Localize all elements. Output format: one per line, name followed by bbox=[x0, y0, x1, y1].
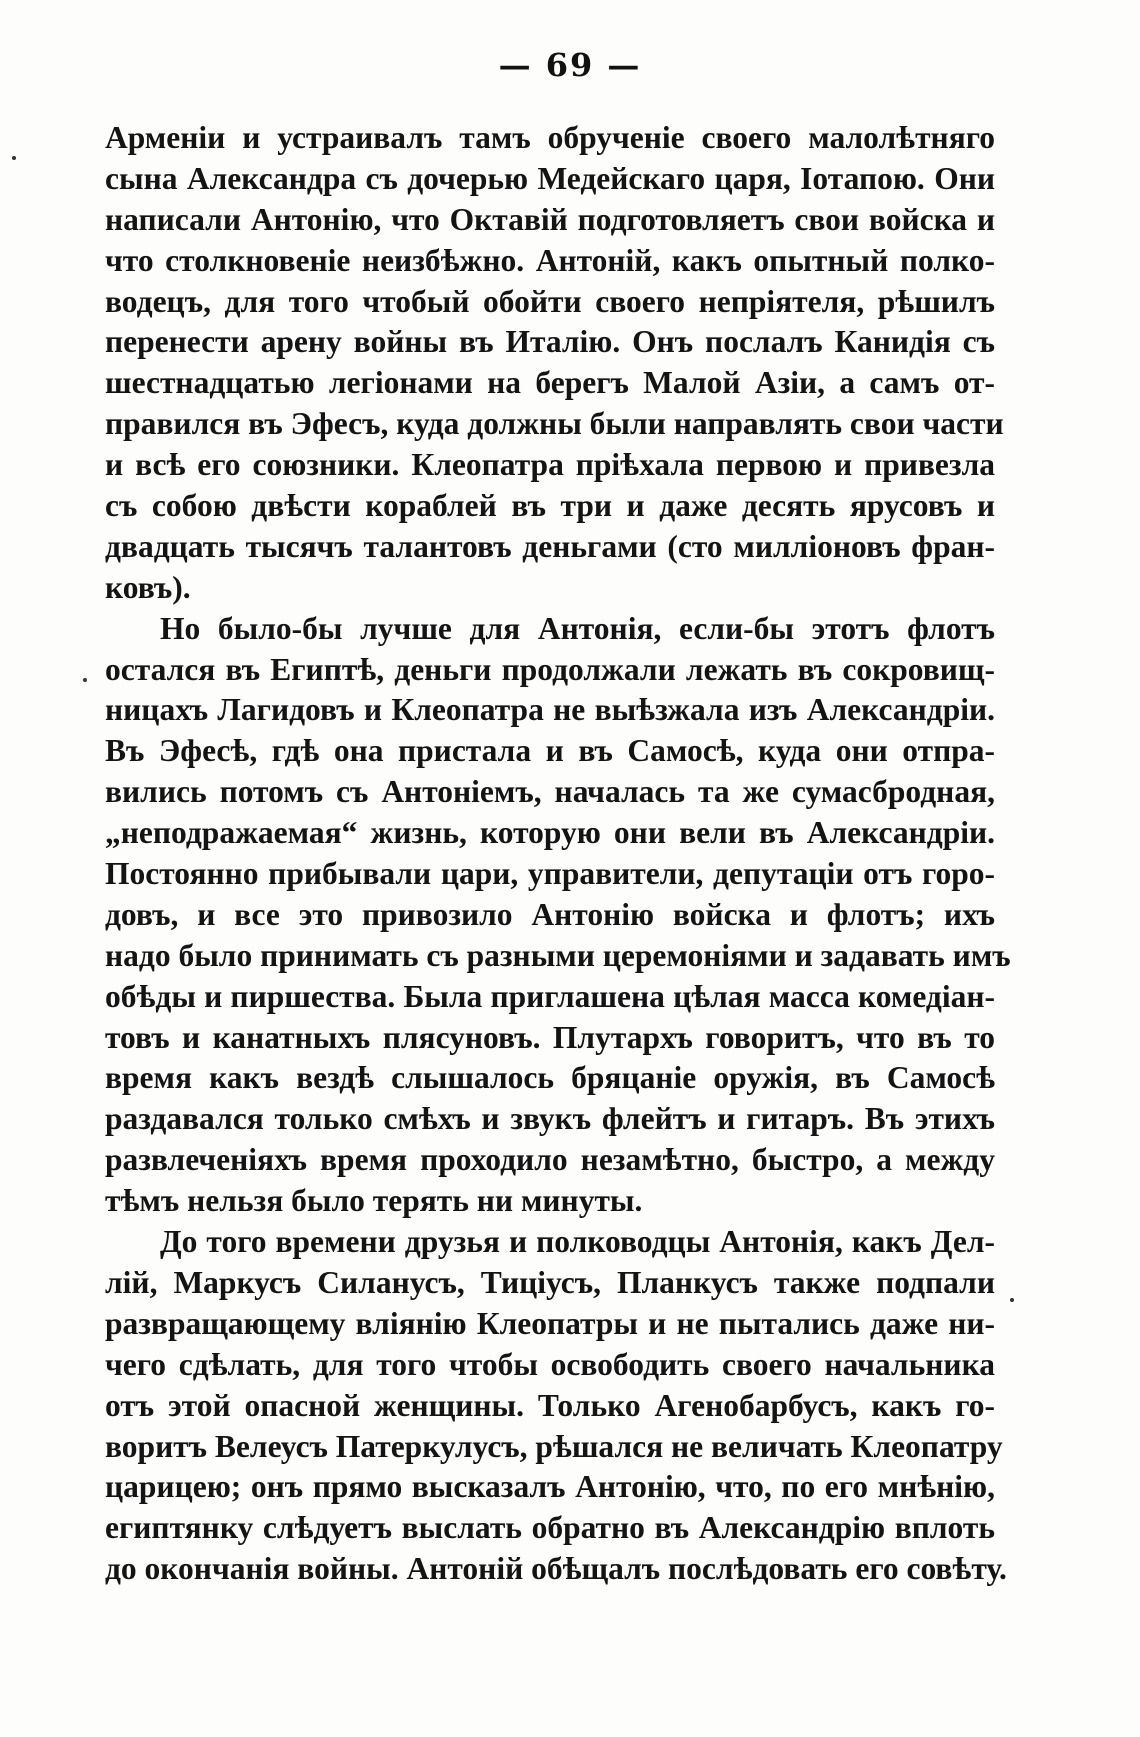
text-line: ковъ). bbox=[105, 569, 191, 605]
print-speck bbox=[12, 156, 16, 160]
text-line: шестнадцатью легіонами на берегъ Малой Азіи, а самъ от- bbox=[105, 365, 995, 401]
body-text bbox=[105, 118, 1011, 1590]
text-line: время какъ вездѣ слышалось бряцаніе оружія, въ Самосѣ bbox=[105, 1060, 995, 1096]
text-line: чего сдѣлать, для того чтобы освободить своего начальника bbox=[105, 1346, 995, 1382]
text-line: что столкновеніе неизбѣжно. Антоній, какъ опытный полко- bbox=[105, 242, 995, 278]
text-line: воритъ Велеусъ Патеркулусъ, рѣшался не величать Клеопатру bbox=[105, 1428, 1003, 1464]
print-speck bbox=[1010, 1298, 1014, 1302]
text-line: Арменіи и устраивалъ тамъ обрученіе своего малолѣтняго bbox=[105, 120, 995, 155]
text-line: обѣды и пиршества. Была приглашена цѣлая масса комедіан- bbox=[105, 978, 995, 1014]
text-line: раздавался только смѣхъ и звукъ флейтъ и гитаръ. Въ этихъ bbox=[105, 1101, 995, 1137]
paragraph-1 bbox=[105, 118, 1004, 609]
text-line: тѣмъ нельзя было терять ни минуты. bbox=[105, 1183, 643, 1219]
text-line: Въ Эфесѣ, гдѣ она пристала и въ Самосѣ, куда они отпра- bbox=[105, 733, 995, 769]
text-line: правился въ Эфесъ, куда должны были направлять свои части bbox=[105, 406, 1004, 442]
text-line: лій, Маркусъ Силанусъ, Тиціусъ, Планкусъ также подпали bbox=[105, 1264, 995, 1300]
page-number: — 69 — bbox=[498, 46, 642, 84]
text-line: развращающему вліянію Клеопатры и не пытались даже ни- bbox=[105, 1305, 995, 1341]
text-line: вились потомъ съ Антоніемъ, началась та же сумасбродная, bbox=[105, 774, 995, 810]
text-line: перенести арену войны въ Италію. Онъ послалъ Канидія съ bbox=[105, 324, 995, 360]
text-line: ницахъ Лагидовъ и Клеопатра не выѣзжала изъ Александріи. bbox=[105, 692, 995, 728]
text-line: царицею; онъ прямо высказалъ Антонію, что, по его мнѣнію, bbox=[105, 1469, 995, 1505]
paragraph-3 bbox=[105, 1222, 1007, 1590]
text-line: остался въ Египтѣ, деньги продолжали лежать въ сокровищ- bbox=[105, 651, 995, 687]
text-line: и всѣ его союзники. Клеопатра пріѣхала первою и привезла bbox=[105, 447, 995, 483]
text-line: „неподражаемая“ жизнь, которую они вели въ Александріи. bbox=[105, 815, 995, 851]
text-line: товъ и канатныхъ плясуновъ. Плутархъ говоритъ, что въ то bbox=[105, 1019, 995, 1055]
text-line: Постоянно прибывали цари, управители, депутаціи отъ горо- bbox=[105, 856, 995, 892]
text-line: надо было принимать съ разными церемоніями и задавать имъ bbox=[105, 937, 1011, 973]
text-line: сына Александра съ дочерью Медейскаго царя, Іотапою. Они bbox=[105, 160, 995, 196]
text-line: до окончанія войны. Антоній обѣщалъ послѣдовать его совѣту. bbox=[105, 1551, 1007, 1587]
text-line: египтянку слѣдуетъ выслать обратно въ Александрію вплоть bbox=[105, 1510, 995, 1546]
text-line: довъ, и все это привозило Антонію войска и флотъ; ихъ bbox=[105, 896, 995, 932]
text-line: Но было-бы лучше для Антонія, если-бы этотъ флотъ bbox=[160, 610, 995, 646]
text-line: развлеченіяхъ время проходило незамѣтно, быстро, а между bbox=[105, 1142, 995, 1178]
text-line: водецъ, для того чтобый обойти своего непріятеля, рѣшилъ bbox=[105, 283, 995, 319]
text-line: написали Антонію, что Октавій подготовляетъ свои войска и bbox=[105, 201, 995, 237]
text-line: двадцать тысячъ талантовъ деньгами (сто милліоновъ фран- bbox=[105, 528, 995, 564]
text-line: съ собою двѣсти кораблей въ три и даже десять ярусовъ и bbox=[105, 488, 995, 524]
text-line: До того времени друзья и полководцы Антонія, какъ Дел- bbox=[160, 1224, 995, 1260]
paragraph-2 bbox=[105, 609, 1011, 1222]
text-line: отъ этой опасной женщины. Только Агенобарбусъ, какъ го- bbox=[105, 1387, 995, 1423]
print-speck bbox=[83, 678, 87, 682]
